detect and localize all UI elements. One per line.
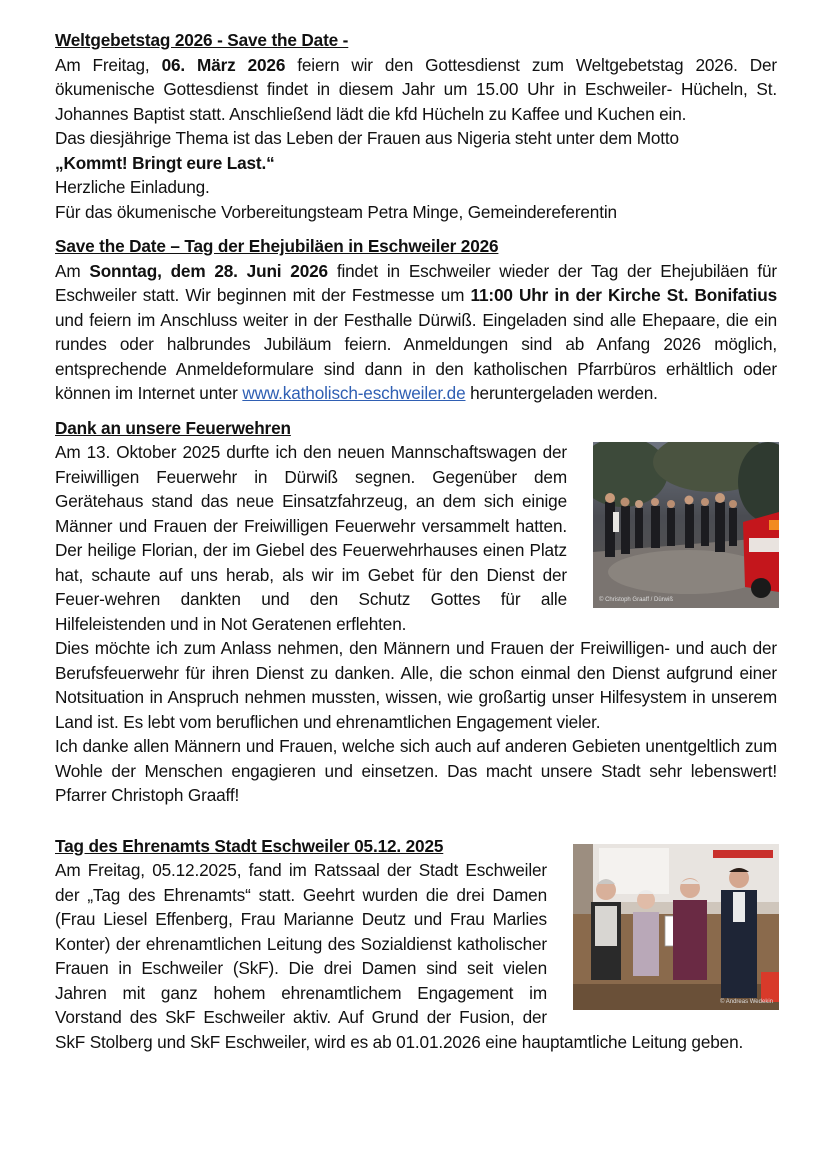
section-ehrenamt	[55, 834, 777, 1055]
section-weltgebetstag	[55, 28, 777, 224]
firefighters-photo	[593, 442, 779, 608]
bold-date: 06. März 2026	[161, 54, 286, 75]
section-heading-ehrenamt: Tag des Ehrenamts Stadt Eschweiler 05.12. 2025	[55, 835, 444, 856]
paragraph-feuerwehr-1: Am 13. Oktober 2025 durfte ich den neuen Mannschaftswagen der Freiwilligen Feuerwehr in Dürwiß segnen. Gegenüber dem Gerätehaus stand das neue Einsatzfahrzeug, an dem sich einige Männer und Frauen der Freiwilligen Feuerwehr versammelt hatten. Der heilige Florian, der im Giebel des Feuerwehrhauses einen Platz hat, schaute auf uns herab, als wir im Gebet für den Dienst der Feuer-wehren dankten und den Schutz Gottes für alle Hilfeleistenden und in Not Geratenen erflehten.	[55, 442, 567, 634]
paragraph-ehrenamt: Am Freitag, 05.12.2025, fand im Ratssaal der Stadt Eschweiler der „Tag des Ehrenamts“ statt. Geehrt wurden die drei Damen (Frau Liesel Effenberg, Frau Marianne Deutz und Frau Marlies Konter) der ehrenamtlichen Leitung des Sozialdienst katholischer Frauen in Eschweiler (SkF). Die drei Damen sind seit vielen Jahren mit ganz hohem ehrenamtlichem Engagement im Vorstand des SkF Eschweiler aktiv. Auf Grund der Fusion, der SkF Stolberg und SkF Eschweiler, wird es ab 01.01.2026 eine hauptamtliche Leitung geben.	[55, 860, 744, 1052]
newsletter-page	[55, 28, 777, 1054]
firefighters-photo-illustration	[593, 442, 779, 608]
photo-credit-honorees: © Andreas Wedekin	[719, 999, 773, 1005]
section-heading-ehejubilaeen: Save the Date – Tag der Ehejubiläen in Eschweiler 2026	[55, 236, 499, 256]
paragraph-date: Am Freitag, 06. März 2026 feiern wir den Gottesdienst zum Weltgebetstag 2026. Der ökumenische Gottesdienst findet in diesem Jahr um 15.00 Uhr in Eschweiler- Hücheln, St. Johannes Baptist statt. Anschließend lädt die kfd Hücheln zu Kaffee und Kuchen ein.	[55, 54, 777, 124]
paragraph-ehejubilaeen: Am Sonntag, dem 28. Juni 2026 findet in Eschweiler wieder der Tag der Ehejubiläen für Eschweiler statt. Wir beginnen mit der Festmesse um 11:00 Uhr in der Kirche St. Bonifatius und feiern im Anschluss weiter in der Festhalle Dürwiß. Eingeladen sind alle Ehepaare, die ein rundes oder halbrundes Jubiläum feiern. Anmeldungen sind ab Anfang 2026 möglich, entsprechende Anmeldeformulare sind dann in den katholischen Pfarrbüros erhältlich oder können im Internet unter www.katholisch-eschweiler.de heruntergeladen werden.	[55, 260, 778, 403]
photo-credit-firefighters: © Christoph Graaff / Dürwiß	[599, 597, 673, 603]
invitation-line: Herzliche Einladung.	[55, 177, 210, 197]
paragraph-feuerwehr-3: Ich danke allen Männern und Frauen, welche sich auch auf anderen Gebieten unentgeltlich zum Wohle der Menschen engagieren und einsetzen. Das macht unsere Stadt sehr lebenswert! Pfarrer Christoph Graaff!	[55, 736, 777, 805]
section-ehejubilaeen	[55, 234, 777, 406]
honorees-photo-illustration	[573, 844, 779, 1010]
honorees-photo	[573, 844, 779, 1010]
signature-line: Für das ökumenische Vorbereitungsteam Petra Minge, Gemeindereferentin	[55, 201, 617, 222]
section-feuerwehr	[55, 416, 777, 808]
section-heading-weltgebetstag: Weltgebetstag 2026 - Save the Date -	[55, 30, 349, 50]
motto: „Kommt! Bringt eure Last.“	[55, 152, 275, 173]
website-link[interactable]: www.katholisch-eschweiler.de	[242, 383, 466, 403]
section-heading-feuerwehr: Dank an unsere Feuerwehren	[55, 417, 291, 438]
paragraph-feuerwehr-2: Dies möchte ich zum Anlass nehmen, den Männern und Frauen der Freiwilligen- und auch der Berufsfeuerwehr für ihren Dienst zu danken. Alle, die schon einmal den Dienst aufgrund einer Notsituation in Anspruch nehmen mussten, wissen, wie großartig unser Hilfesystem in unserem Land ist. Es lebt vom beruflichen und ehrenamtlichen Engagement vieler.	[55, 638, 777, 732]
paragraph-theme: Das diesjährige Thema ist das Leben der Frauen aus Nigeria steht unter dem Motto	[55, 128, 679, 148]
